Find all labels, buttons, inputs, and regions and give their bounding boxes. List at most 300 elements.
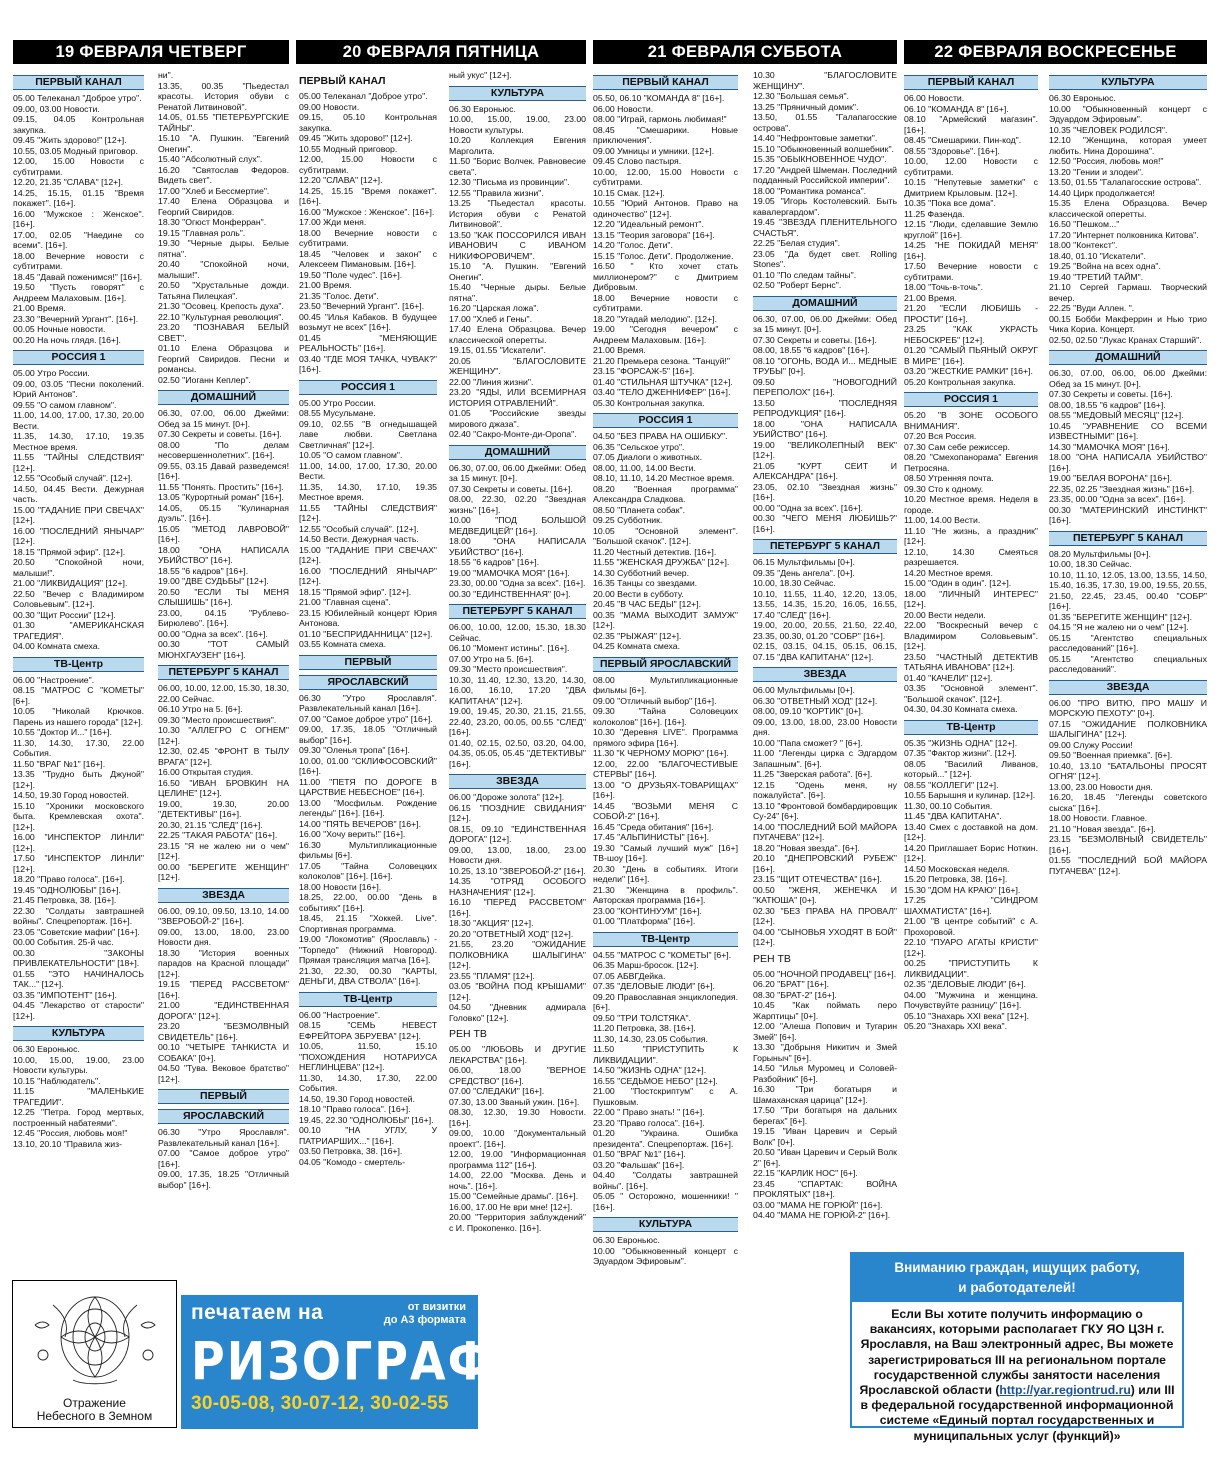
program-entry: 21.00 "ЕДИНСТВЕННАЯ ДОРОГА" [12+]. xyxy=(158,1000,289,1021)
program-entry: 13.50 "ПОСЛЕДНЯЯ РЕПРОДУКЦИЯ" [16+]. xyxy=(753,397,897,418)
program-entry: 12.55 "Особый случай". [12+]. xyxy=(299,523,419,534)
program-entry: 10.00 "Папа сможет? " [6+]. xyxy=(753,737,863,748)
program-entry: 17.50 Вечерние новости с субтитрами. xyxy=(904,261,1038,282)
program-entry: 09.00, 13.00, 18.00, 23.00 Новости дня. xyxy=(449,844,586,865)
program-entry: 08.55 "МЕДОВЫЙ МЕСЯЦ" [12+]. xyxy=(1049,410,1184,420)
program-entry: 04.00 "Мужчина и женщина. Почувствуйте разницу" [16+]. xyxy=(904,989,1038,1010)
program-entry: 19.50 "Поле чудес". [16+]. xyxy=(299,269,403,280)
channel-header: ПЕРВЫЙ xyxy=(299,655,437,670)
program-entry: 08.15 "СЕМЬ НЕВЕСТ ЕФРЕЙТОРА ЗБРУЕВА" [12+]. xyxy=(299,1020,437,1041)
program-entry: 21.20 "ЕСЛИ ЛЮБИШЬ - ПРОСТИ" [16+]. xyxy=(904,303,1038,324)
program-entry: 01.30 "АМЕРИКАНСКАЯ ТРАГЕДИЯ". xyxy=(13,620,144,641)
program-entry: 06.00 "ПРО ВИТЮ, ПРО МАШУ И МОРСКУЮ ПЕХОТУ" [0+]. xyxy=(1049,697,1207,718)
program-entry: 22.00 "Воскресный вечер с Владимиром Соловьевым". [12+]. xyxy=(904,620,1038,651)
listing-column-fri-1 xyxy=(299,70,437,1294)
program-entry: 08.10 "Армейский магазин". [16+]. xyxy=(904,114,1038,135)
channel-header: ПЕТЕРБУРГ 5 КАНАЛ xyxy=(1049,531,1207,546)
program-entry: 18.30 "Огюст Монферран". xyxy=(158,217,267,227)
program-entry: 10.00, 15.00, 19.00, 23.00 Новости культуры. xyxy=(449,114,586,135)
program-entry: 09.45 "Жить здорово!" [12+]. xyxy=(299,133,413,143)
program-entry: 06.30 Евроньюс. xyxy=(13,1044,80,1054)
program-entry: 08.30 "БРАТ-2" [16+]. xyxy=(753,989,837,1000)
program-entry: 23.15 "ЩИТ ОТЕЧЕСТВА" [16+]. xyxy=(753,874,882,884)
program-entry: 10.45 "УРАВНЕНИЕ СО ВСЕМИ ИЗВЕСТНЫМИ" [16+]. xyxy=(1049,420,1207,441)
program-entry: 18.00 "Контекст". xyxy=(1049,240,1118,250)
program-entry: 09.35 "День ангела". [0+]. xyxy=(753,567,855,578)
program-entry: 01.20 "САМЫЙ ПЬЯНЫЙ ОКРУГ В МИРЕ" [16+]. xyxy=(904,345,1038,366)
channel-header: ЗВЕЗДА xyxy=(1049,680,1207,695)
program-entry: 19.15, 01.55 "Искатели". xyxy=(449,345,546,355)
program-entry: 08.55 "КОЛЛЕГИ" [12+]. xyxy=(904,779,999,790)
program-entry: 09.30 "Тайна Соловецких колоколов" [16+]. [16+]. xyxy=(593,706,738,727)
program-entry: 17.20 "Андрей Шмеман. Последний подданный Российской империи". xyxy=(753,164,897,185)
employment-notice xyxy=(850,1252,1184,1443)
program-entry: 20.50 "Хрустальные дожди. Татьяна Пилецкая". xyxy=(158,280,289,301)
channel-header: ПЕРВЫЙ КАНАЛ xyxy=(299,75,386,87)
program-entry: 08.10, 11.10, 14.20 Местное время. xyxy=(593,473,735,483)
program-entry: 01.40, 02.15, 02.50, 03.20, 04.00, 04.35, 05.05, 05.45 "ДЕТЕКТИВЫ" [16+]. xyxy=(449,737,586,769)
program-entry: 15.40 "Черные дыры. Белые пятна". xyxy=(449,282,586,303)
program-entry: 17.50 "ИНСПЕКТОР ЛИНЛИ" [12+]. xyxy=(13,853,144,874)
program-entry: 15.00 "Один в один". [12+]. xyxy=(904,578,1012,588)
program-entry: 00.15 Бобби Макферрин и Нью трио Чика Кориа. Концерт. xyxy=(1049,313,1207,334)
ad-phones: 30-05-08, 30-07-12, 30-02-55 xyxy=(191,1393,449,1414)
program-entry: 17.50 "Три богатыря на дальних берегах" [6+]. xyxy=(753,1105,897,1126)
program-entry: 12.15 "Люди, сделавшие Землю круглой" [16+]. xyxy=(904,219,1038,240)
program-entry: 05.05 " Осторожно, мошенники! " [16+]. xyxy=(593,1191,738,1212)
program-entry: 18.00 Новости. Главное. xyxy=(1049,813,1148,823)
program-entry: 01.20 "Украина. Ошибка президента". Спецрепортаж. [16+]. xyxy=(593,1128,738,1149)
program-entry: 19.50 "Пусть говорят" с Андреем Малаховым. [16+]. xyxy=(13,282,144,303)
program-entry: 19.40 "ТРЕТИЙ ТАЙМ". xyxy=(1049,271,1144,282)
program-entry: 02.50 "Роберт Бернс". xyxy=(753,280,842,290)
program-entry: 16.35 Танцы со звездами. xyxy=(593,578,698,588)
program-entry: 05.20 Контрольная закупка. xyxy=(904,376,1016,387)
channel-header: ДОМАШНИЙ xyxy=(1049,350,1207,365)
program-entry: 14.25, 15.15 "Время покажет". [16+]. xyxy=(299,185,437,206)
program-entry: 10.00 "ПОД БОЛЬШОЙ МЕДВЕДИЦЕЙ" [16+]. xyxy=(449,515,586,536)
program-entry: 10.15 "Наблюдатель". xyxy=(13,1075,101,1086)
program-entry: 23.00 "КОНТИНУУМ" [16+]. xyxy=(593,905,702,916)
program-entry: 12.00, 22.00 "БЛАГОЧЕСТИВЫЕ СТЕРВЫ" [16+]. xyxy=(593,758,738,779)
channel-header: ПЕРВЫЙ ЯРОСЛАВСКИЙ xyxy=(593,657,738,672)
program-entry: 10.20 Местное время. Неделя в городе. xyxy=(904,494,1038,515)
program-entry: 00.00 "БЕРЕГИТЕ ЖЕНЩИН" [12+]. xyxy=(158,861,289,882)
program-entry: 09.00 "Отличный выбор" [16+]. xyxy=(593,695,717,706)
program-entry: 03.20 "Фальшак" [16+]. xyxy=(593,1159,685,1170)
program-entry: 16.00 "ИНСПЕКТОР ЛИНЛИ" [12+]. xyxy=(13,832,144,853)
program-entry: 10.05 "Николай Крючков. Парень из нашего города" [12+]. xyxy=(13,706,144,727)
program-entry: 22.10 "ПУАРО АГАТЫ КРИСТИ" [12+]. xyxy=(904,937,1038,958)
program-entry: 18.00 Вечерние новости с субтитрами. xyxy=(13,250,144,271)
program-entry: 04.40 "МАМА НЕ ГОРЮЙ-2" [16+]. xyxy=(753,1210,891,1220)
program-entry: 05.15 "Агентство специальных расследований" [16+]. xyxy=(1049,632,1207,653)
program-entry: 09.30 Сто к одному. xyxy=(904,483,984,494)
program-entry: 07.15 "ОЖИДАНИЕ ПОЛКОВНИКА ШАЛЫГИНА" [12+]. xyxy=(1049,718,1207,739)
program-entry: 01.10 "БЕСПРИДАННИЦА" [12+]. xyxy=(299,628,433,639)
program-entry: 00.05 Ночные новости. xyxy=(13,324,106,334)
program-entry: 00.00 "Одна за всех". [16+]. xyxy=(753,502,863,513)
program-entry: 14.40 "Нефронтовые заметки". xyxy=(753,133,878,143)
program-entry: 15.10 "А. Пушкин. "Евгений Онегин". xyxy=(158,133,289,154)
program-entry: 20.50 "ЕСЛИ ТЫ МЕНЯ СЛЫШИШЬ" [16+]. xyxy=(158,586,289,607)
program-entry: 04.50 "Тува. Вековое братство" [12+]. xyxy=(158,1063,289,1084)
program-entry: 08.20 "Военная программа" Александра Сладкова. xyxy=(593,483,738,504)
program-entry: 01.10 Елена Образцова и Георгий Свиридов. Песни и романсы. xyxy=(158,343,289,374)
program-entry: 21.35 "Голос. Дети". xyxy=(299,290,379,301)
program-entry: 17.40 Елена Образцова. Вечер классической оперетты. xyxy=(449,324,586,345)
program-entry: 13.00, 23.00 Новости дня. xyxy=(1049,781,1153,792)
program-entry: 04.30, 04.30 Комната смеха. xyxy=(904,704,1018,714)
program-entry: 14.30 Субботний вечер. xyxy=(593,567,690,578)
program-entry: 01.35 "БЕРЕГИТЕ ЖЕНЩИН" [12+]. xyxy=(1049,611,1193,622)
program-entry: 08.30, 12.30, 19.30 Новости. [16+]. xyxy=(449,1107,586,1128)
program-entry: 21.10 "Новая звезда". [6+]. xyxy=(1049,823,1156,834)
program-entry: 11.55 "ТАЙНЫ СЛЕДСТВИЯ" [12+]. xyxy=(299,502,437,523)
channel-header: ТВ-Центр xyxy=(13,657,144,672)
program-entry: 06.30, 07.00, 06.00 Джейми: Обед за 15 минут. [0+]. xyxy=(449,462,586,483)
program-entry: 06.10 "КОМАНДА 8" [16+]. xyxy=(904,103,1009,114)
program-entry: 01.05 "Российские звезды мирового джаза". xyxy=(449,408,586,429)
program-entry: 11.25 Фазенда. xyxy=(904,208,965,219)
program-entry: 12.20, 21.35 "СЛАВА" [12+]. xyxy=(13,177,124,187)
program-entry: 10.00, 12.00, 15.00 Новости с субтитрами. xyxy=(593,166,738,187)
program-entry: 16.50 " Кто хочет стать миллионером?" с Дмитрием Дибровым. xyxy=(593,261,738,292)
program-entry: 03.35 "Основной элемент". "Большой скачок". [12+]. xyxy=(904,683,1038,704)
program-entry: 10.00 "Обыкновенный концерт с Эдуардом Эфировым". xyxy=(1049,103,1207,124)
channel-header: ДОМАШНИЙ xyxy=(158,390,289,405)
program-entry: 19.15 "Главная роль". xyxy=(158,227,246,238)
program-entry: 08.15, 09.10 "ЕДИНСТВЕННАЯ ДОРОГА" [12+]. xyxy=(449,823,586,844)
program-entry: 21.00 "В центре событий" с А. Прохоровой. xyxy=(904,916,1038,937)
program-entry: 13.20 "Гении и злодеи". xyxy=(1049,166,1144,177)
program-entry: 06.00, 10.00, 12.00, 15.30, 18.30, 22.00 Сейчас. xyxy=(158,683,289,704)
day-header-friday: 20 ФЕВРАЛЯ ПЯТНИЦА xyxy=(296,40,586,64)
program-entry: 13.00 "Мосфильм. Рождение легенды" [16+]. [16+]. xyxy=(299,797,437,818)
program-entry: 03.55 Комната смеха. xyxy=(299,639,387,649)
program-entry: 17.00 "Хлеб и Бессмертие". xyxy=(158,185,270,196)
program-entry: 11.35, 14.30, 17.10, 19.35 Местное время. xyxy=(13,431,144,452)
program-entry: 18.20 "Право голоса". [16+]. xyxy=(13,874,125,884)
program-entry: 22.50 "Вечер с Владимиром Соловьевым". [12+]. xyxy=(13,588,144,609)
channel-header: ПЕРВЫЙ КАНАЛ xyxy=(904,75,1038,90)
program-entry: 01.40 "СТИЛЬНАЯ ШТУЧКА" [12+]. xyxy=(593,376,733,387)
program-entry: 07.05 АБВГДейка. xyxy=(593,970,666,981)
notice-link[interactable]: http://yar.regiontrud.ru xyxy=(999,1383,1131,1398)
program-entry: 13.00 "О ДРУЗЬЯХ-ТОВАРИЩАХ" [16+]. xyxy=(593,779,738,800)
program-entry: 11.30, 14.30, 23.05 События. xyxy=(593,1033,708,1044)
program-entry: 12.30 "Большая семья". xyxy=(753,91,849,101)
program-entry: 10.55 Барышня и кулинар. [12+]. xyxy=(904,790,1036,800)
channel-header: КУЛЬТУРА xyxy=(1049,75,1207,90)
day-header-saturday: 21 ФЕВРАЛЯ СУББОТА xyxy=(593,40,897,64)
program-entry: 20.30, 21.15 "СЛЕД" [16+]. xyxy=(158,819,263,830)
program-entry: 00.30 "ЧЕГО МЕНЯ ЛЮБИШЬ?" [16+]. xyxy=(753,513,897,534)
program-entry: 08.50 Утренняя почта. xyxy=(904,473,994,483)
program-entry: 18.55 "6 кадров" [16+]. xyxy=(158,565,249,576)
program-entry: 10.55 Модный приговор. xyxy=(299,143,398,154)
program-entry: 18.00 Вечерние новости с субтитрами. xyxy=(593,292,738,313)
program-entry: 15.00 "ГАДАНИЕ ПРИ СВЕЧАХ" [12+]. xyxy=(299,544,437,565)
program-entry: 08.00 "Играй, гармонь любимая!" xyxy=(593,114,727,124)
program-entry: 06.30, 07.00, 06.00 Джейми: Обед за 15 минут. [0+]. xyxy=(753,313,897,334)
program-entry: 14.35 "ОТРЯД ОСОБОГО НАЗНАЧЕНИЯ" [12+]. xyxy=(449,876,586,897)
program-entry: 05.00 "ЛЮБОВЬ И ДРУГИЕ ЛЕКАРСТВА" [16+]. xyxy=(449,1044,586,1065)
program-entry: 06.30 "ОТВЕТНЫЙ ХОД" [12+]. xyxy=(753,695,878,706)
program-entry: 19.00, 20.00, 20.55, 21.50, 22.40, 23.35, 00.30, 01.20 "СОБР" [16+]. xyxy=(753,620,897,641)
program-entry: 08.00, 09.10 "КОРТИК" [0+]. xyxy=(753,706,864,716)
program-entry: 07.30 Сам себе режиссер. xyxy=(904,441,1010,452)
channel-header: РОССИЯ 1 xyxy=(593,413,738,428)
program-entry: 23.20 "ЯДЫ, ИЛИ ВСЕМИРНАЯ ИСТОРИЯ ОТРАВЛЕНИЙ". xyxy=(449,387,586,408)
program-entry: 16.30 "Три богатыря и Шамаханская царица" [12+]. xyxy=(753,1084,897,1105)
program-entry: 11.50 "ПРИСТУПИТЬ К ЛИКВИДАЦИИ". xyxy=(593,1044,738,1065)
program-entry: 05.20 "В ЗОНЕ ОСОБОГО ВНИМАНИЯ". xyxy=(904,410,1038,431)
program-entry: 21.55, 23.20 "ОЖИДАНИЕ ПОЛКОВНИКА ШАЛЫГИНА" [12+]. xyxy=(449,939,586,970)
channel-header: ПЕТЕРБУРГ 5 КАНАЛ xyxy=(449,604,586,619)
program-entry: 00.30 "МАТЕРИНСКИЙ ИНСТИНКТ" [16+]. xyxy=(1049,504,1207,525)
program-entry: 14.25, 15.15, 01.15 "Время покажет". [16+]. xyxy=(13,187,144,208)
program-entry: 11.00, 14.00 Вести. xyxy=(904,515,981,525)
program-entry: 16.00 "ПОСЛЕДНИЙ ЯНЫЧАР" [12+]. xyxy=(299,565,437,586)
program-entry: 15.05 "МЕТОД ЛАВРОВОЙ" [16+]. xyxy=(158,523,289,544)
program-entry: 01.40 "КАЧЕЛИ" [12+]. xyxy=(904,672,993,683)
program-entry: 00.50 "ЖЕНЯ, ЖЕНЕЧКА И "КАТЮША" [0+]. xyxy=(753,884,897,905)
program-entry: 05.00 "НОЧНОЙ ПРОДАВЕЦ" [16+]. xyxy=(753,968,897,979)
program-entry: 11.25 "Зверская работа". [6+]. xyxy=(753,769,873,779)
day-header-sunday: 22 ФЕВРАЛЯ ВОСКРЕСЕНЬЕ xyxy=(904,40,1207,64)
program-entry: 18.25, 22.00, 00.00 "День в событиях" [16+]. xyxy=(299,892,437,913)
program-entry: 00.35 "МАМА ВЫХОДИТ ЗАМУЖ" [12+]. xyxy=(593,609,738,630)
program-entry: 08.55 "Здоровье". [16+]. xyxy=(904,145,1000,156)
program-entry: 03.40 "ТЕЛО ДЖЕННИФЕР" [16+]. xyxy=(593,387,731,397)
program-entry: 21.30 "Женщина в профиль". Авторская программа [16+]. xyxy=(593,884,738,905)
program-entry: 07.30 Секреты и советы. [16+]. xyxy=(1049,389,1173,399)
program-entry: 14.00 "ПОСЛЕДНИЙ БОЙ МАЙОРА ПУГАЧЕВА" [12+]. xyxy=(753,821,897,842)
program-entry: 05.00 Утро России. xyxy=(13,368,90,378)
program-entry: 20.30 "День в событиях. Итоги недели" [16+]. xyxy=(593,863,738,884)
program-entry: 08.55 Мусульмане. xyxy=(299,408,376,418)
program-entry: 12.20 "СЛАВА" [12+]. xyxy=(299,175,383,185)
channel-header: ПЕРВЫЙ КАНАЛ xyxy=(593,75,738,90)
program-entry: 07.35 "Фактор жизни". [12+]. xyxy=(904,748,1017,758)
program-entry: 18.00 "ЛИЧНЫЙ ИНТЕРЕС" [12+]. xyxy=(904,588,1038,609)
program-entry: 10.55 "Юрий Антонов. Право на одиночество" [12+]. xyxy=(593,198,738,219)
channel-header: ЗВЕЗДА xyxy=(158,888,289,903)
program-entry: 18.00 "Точь-в-точь". xyxy=(904,282,984,292)
channel-header: РОССИЯ 1 xyxy=(13,350,144,365)
program-entry: 15.00 "ГАДАНИЕ ПРИ СВЕЧАХ" [12+]. xyxy=(13,504,144,525)
program-entry: 09.00, 10.00 "Документальный проект". [16+]. xyxy=(449,1128,586,1149)
program-entry: 19.00 "МАМОЧКА МОЯ" [16+]. xyxy=(449,567,570,578)
program-entry: 11.15 "МАЛЕНЬКИЕ ТРАГЕДИИ". xyxy=(13,1086,144,1107)
program-entry: 06.10 Утро на 5. [6+]. xyxy=(158,704,243,714)
program-entry: 22.00 "Линия жизни". xyxy=(449,376,534,387)
program-entry: 10.20 Коллекция Евгения Марголита. xyxy=(449,135,586,156)
program-entry: 03.00 "МАМА НЕ ГОРЮЙ" [16+]. xyxy=(753,1199,883,1210)
program-entry: 16.45 "Среда обитания" [16+]. xyxy=(593,821,714,832)
program-entry: 08.00, 22.30, 02.20 "Звездная жизнь" [16+]. xyxy=(449,494,586,515)
channel-header: ТВ-Центр xyxy=(299,992,437,1007)
ad-brand-suffix: е xyxy=(495,1357,511,1386)
program-entry: 10.30 "АЛЛЕГРО С ОГНЕМ" [12+]. xyxy=(158,725,289,746)
program-entry: 10.00, 15.00, 19.00, 23.00 Новости культуры. xyxy=(13,1054,144,1075)
program-entry: 05.50, 06.10 "КОМАНДА 8" [16+]. xyxy=(593,93,725,103)
program-entry: 04.50 "БЕЗ ПРАВА НА ОШИБКУ". xyxy=(593,431,728,441)
program-entry: 22.30 "Солдаты завтрашней войны". Спецрепортаж. [16+]. xyxy=(13,905,144,926)
program-entry: 13.10 "Фронтовой бомбардировщик Су-24" [6+]. xyxy=(753,800,897,821)
program-entry: 18.00 Вечерние новости с субтитрами. xyxy=(299,227,437,248)
program-entry: 21.00 Время. xyxy=(593,345,646,355)
program-entry: 13.50 "КАК ПОССОРИЛСЯ ИВАН ИВАНОВИЧ С ИВАНОМ НИКИФОРОВИЧЕМ". xyxy=(449,229,586,261)
program-entry: 11.30, 00.10 События. xyxy=(904,800,993,811)
program-entry: 12.10, 14.30 Смеяться разрешается. xyxy=(904,546,1038,567)
program-entry: 20.00 Вести в субботу. xyxy=(593,588,684,599)
program-entry: 19.45 "ОДНОЛЮБЫ" [16+]. xyxy=(13,884,121,895)
listing-column-sun-2 xyxy=(1049,70,1207,1245)
program-entry: 15.20 Петровка, 38. [16+]. xyxy=(904,874,1008,884)
program-entry: 02.50 "Иоганн Кеплер". xyxy=(158,374,251,385)
program-entry: 21.00 "ЛИКВИДАЦИЯ" [12+]. xyxy=(13,578,128,588)
program-entry: 00.00 "Одна за всех". [16+]. xyxy=(158,628,268,639)
program-entry: 00.25 "ПРИСТУПИТЬ К ЛИКВИДАЦИИ". xyxy=(904,958,1038,979)
program-entry: 14.50, 04.45 Вести. Дежурная часть. xyxy=(13,483,144,504)
program-entry: 09.00, 03.05 "Песни поколений. Юрий Антонов". xyxy=(13,378,144,399)
channel-header: РЕН ТВ xyxy=(753,952,791,965)
program-entry: 16.55 "СЕДЬМОЕ НЕБО" [12+]. xyxy=(593,1075,718,1086)
program-entry: 06.30, 07.00, 06.00, 06.00 Джейми: Обед за 15 минут. [0+]. xyxy=(1049,368,1207,389)
channel-header: ПЕРВЫЙ КАНАЛ xyxy=(13,75,144,90)
program-entry: 21.05 "КУРТ СЕИТ И АЛЕКСАНДРА" [16+]. xyxy=(753,460,897,481)
channel-header: ДОМАШНИЙ xyxy=(449,445,586,460)
program-entry: 13.30 "Добрыня Никитич и Змей Горыныч" [6+]. xyxy=(753,1042,897,1063)
program-entry: 19.25 "Война на всех одна". xyxy=(1049,261,1161,271)
program-entry: 05.20 "Знахарь XXI века". xyxy=(904,1021,1008,1031)
program-entry: 09.00, 17.35, 18.05 "Отличный выбор" [16+]. xyxy=(299,724,437,745)
program-entry: 05.00 Телеканал "Доброе утро". xyxy=(13,93,142,103)
notice-title: Вниманию граждан, ищущих работу, и работодателей! xyxy=(852,1254,1182,1302)
program-entry: 09.15, 05.10 Контрольная закупка. xyxy=(299,112,437,133)
program-entry: 09.00 Новости. xyxy=(299,101,360,112)
program-entry: 08.05 "Василий Ливанов, который..." [12+]. xyxy=(904,758,1038,779)
program-entry: 00.30 "ЕДИНСТВЕННАЯ" [0+]. xyxy=(449,588,571,599)
program-entry: 10.05, 11.50, 15.10 "ПОХОЖДЕНИЯ НОТАРИУСА НЕГЛИНЦЕВА" [12+]. xyxy=(299,1041,437,1072)
program-entry: 01.10 "По следам тайны". xyxy=(753,269,857,280)
program-entry: 11.50 "ВРАГ №1" [16+]. xyxy=(13,758,106,769)
program-entry: 15.10 "Хроники московского быта. Кремлевская охота". [12+]. xyxy=(13,800,144,832)
program-entry: 23.05 "Да будет свет. Rolling Stones". xyxy=(753,248,897,269)
program-entry: 21.00 "Постскриптум" с А. Пушковым. xyxy=(593,1086,738,1107)
program-entry: 16.20 "Царская ложа". xyxy=(449,303,539,313)
program-entry: 08.20 Мультфильмы [0+]. xyxy=(1049,548,1151,559)
channel-header: ЯРОСЛАВСКИЙ xyxy=(158,1109,289,1124)
program-entry: 07.05 Диалоги о животных. xyxy=(593,452,703,462)
program-entry: 18.00 "ОНА НАПИСАЛА УБИЙСТВО" [16+]. xyxy=(753,418,897,439)
program-entry: 18.45, 21.15 "Хоккей. Live". Спортивная программа. xyxy=(299,913,437,934)
program-entry: 23.05, 02.10 "Звездная жизнь" [16+]. xyxy=(753,481,897,502)
program-entry: 11.20 Петровка, 38. [16+]. xyxy=(593,1023,696,1033)
program-entry: 23.00, 04.15 "Рублево-Бирюлево". [16+]. xyxy=(158,607,289,628)
program-entry: 07.30 Секреты и советы. [16+]. xyxy=(158,429,282,439)
program-entry: 23.15 "Я не жалею ни о чем" [12+]. xyxy=(158,840,289,861)
program-entry: 05.15 "Агентство специальных расследований". xyxy=(1049,653,1207,674)
artwork-caption: Отражение Небесного в Земном xyxy=(36,1396,153,1423)
program-entry: 23.20 "ПОЗНАВАЯ БЕЛЫЙ СВЕТ". xyxy=(158,322,289,343)
program-entry: 23.55 "ПЛАМЯ" [12+]. xyxy=(449,970,535,981)
listing-column-sat-2 xyxy=(753,70,897,1445)
program-entry: 18.15 "Прямой эфир". [12+]. xyxy=(299,586,412,597)
program-entry: 08.15 "МАТРОС С "КОМЕТЫ" [6+]. xyxy=(13,685,144,706)
program-entry: 17.20 "Интернет полковника Китова". xyxy=(1049,229,1199,240)
program-entry: 19.00, 19.30, 20.00 "ДЕТЕКТИВЫ" [16+]. xyxy=(158,798,289,819)
program-entry: 09.50 "ТРИ ТОЛСТЯКА". xyxy=(593,1012,692,1023)
program-entry: 18.00 "ОНА НАПИСАЛА УБИЙСТВО" [16+]. xyxy=(1049,452,1207,473)
program-entry: 17.05 "Тайна Соловецких колоколов" [16+]. [16+]. xyxy=(299,860,437,881)
program-entry: 06.20 "БРАТ" [16+]. xyxy=(753,979,830,989)
program-entry: 03.05 "ВОЙНА ПОД КРЫШАМИ" [12+]. xyxy=(449,981,586,1002)
ad-line1: печатаем на xyxy=(191,1301,324,1324)
program-entry: 12.55 "Правила жизни". xyxy=(449,187,544,198)
program-entry: 07.00 Утро на 5. [6+]. xyxy=(449,653,534,664)
program-entry: 09.55 "О самом главном". xyxy=(13,399,117,410)
program-entry: 10.35 "Пока все дома". xyxy=(904,198,996,208)
program-entry: 13.35, 00.35 "Пьедестал красоты. История обуви с Ренатой Литвиновой". xyxy=(158,80,289,112)
program-entry: 11.00 "ПЕТЯ ПО ДОРОГЕ В ЦАРСТВИЕ НЕБЕСНОЕ" [16+]. xyxy=(299,776,437,797)
program-entry: 05.10 "Знахарь XXI века" [12+]. xyxy=(904,1010,1030,1021)
mandala-drawing xyxy=(13,1285,176,1395)
program-entry: 10.15 "Непутевые заметки" с Дмитрием Крыловым. [12+]. xyxy=(904,177,1038,198)
program-entry: 19.45 "ЗВЕЗДА ПЛЕНИТЕЛЬНОГО СЧАСТЬЯ". xyxy=(753,217,897,238)
program-entry: 16.00 "ПОСЛЕДНИЙ ЯНЫЧАР" [12+]. xyxy=(13,525,144,546)
program-entry: 16.00 "Хочу верить!" [16+]. xyxy=(299,829,406,839)
program-entry: 06.00, 10.00, 12.00, 15.30, 18.30 Сейчас. xyxy=(449,622,586,643)
program-entry: 19.15 "Иван Царевич и Серый Волк" [0+]. xyxy=(753,1126,897,1147)
program-entry: 10.00, 12.00 Новости с субтитрами. xyxy=(904,156,1038,177)
program-entry: 12.50 "Россия, любовь моя!" xyxy=(1049,156,1164,166)
program-entry: 21.20 Премьера сезона. "Танцуй!" xyxy=(593,355,730,366)
program-entry: 14.20 Местное время. xyxy=(904,567,993,578)
channel-header: КУЛЬТУРА xyxy=(13,1026,144,1041)
program-entry: 11.55 "ТАЙНЫ СЛЕДСТВИЯ" [12+]. xyxy=(13,452,144,473)
program-entry: 19.30 "Самый лучший муж" [16+] ТВ-шоу [16+]. xyxy=(593,842,738,863)
program-entry: 09.00, 03.00 Новости. xyxy=(13,103,100,114)
program-entry: 18.10 "Право голоса". [16+]. xyxy=(299,1104,411,1114)
program-entry: 11.00 "Легенды цирка с Эдгардом Запашным". [6+]. xyxy=(753,748,897,769)
program-entry: 10.15 Смак. [12+]. xyxy=(593,187,665,198)
program-entry: 00.00 События. 25-й час. xyxy=(13,937,114,947)
program-entry: 02.35 "ДЕЛОВЫЕ ЛЮДИ" [6+]. xyxy=(904,979,1026,989)
program-entry: 23.15 "БЕЗМОЛВНЫЙ СВИДЕТЕЛЬ" [16+]. xyxy=(1049,834,1207,855)
program-entry: 08.00 "По делам несовершеннолетних". [16+]. xyxy=(158,439,289,460)
program-entry: 12.30 "Письма из провинции". xyxy=(449,177,570,187)
program-entry: 06.35 Марш-бросок. [12+]. xyxy=(593,960,699,970)
program-entry: 18.20 "Новая звезда". [6+]. xyxy=(753,842,860,853)
channel-header: ТВ-Центр xyxy=(593,932,738,947)
program-entry: 06.00 Новости. xyxy=(904,93,965,103)
program-entry: 12.45 "Россия, любовь моя!" xyxy=(13,1128,128,1138)
program-entry: 01.45 "МЕНЯЮЩИЕ РЕАЛЬНОСТЬ" [16+]. xyxy=(299,332,437,353)
program-entry: 11.10 "Не жизнь, а праздник" [12+]. xyxy=(904,525,1038,546)
program-entry: 16.00 "Мужское : Женское". [16+]. xyxy=(299,206,435,217)
program-entry: 20.20 "ОТВЕТНЫЙ ХОД" [12+]. xyxy=(449,928,574,939)
program-entry: 04.45 "Лекарство от старости" [12+]. xyxy=(13,1000,144,1021)
program-entry: 06.00, 09.10, 09.50, 13.10, 14.00 "ЗВЕРОБОЙ-2" [16+]. xyxy=(158,905,289,926)
program-entry: 08.00, 18.55 "6 кадров" [16+]. xyxy=(753,345,870,355)
program-entry: 14.40 Цирк продолжается! xyxy=(1049,187,1155,198)
program-entry: 20.05 "БЛАГОСЛОВИТЕ ЖЕНЩИНУ". xyxy=(449,355,586,376)
program-entry: 11.20 Честный детектив. [16+]. xyxy=(593,546,717,557)
program-entry: 19.00 "Локомотив" (Ярославль) - "Торпедо" (Нижний Новгород). Прямая трансляция матча [16+]. xyxy=(299,934,437,965)
